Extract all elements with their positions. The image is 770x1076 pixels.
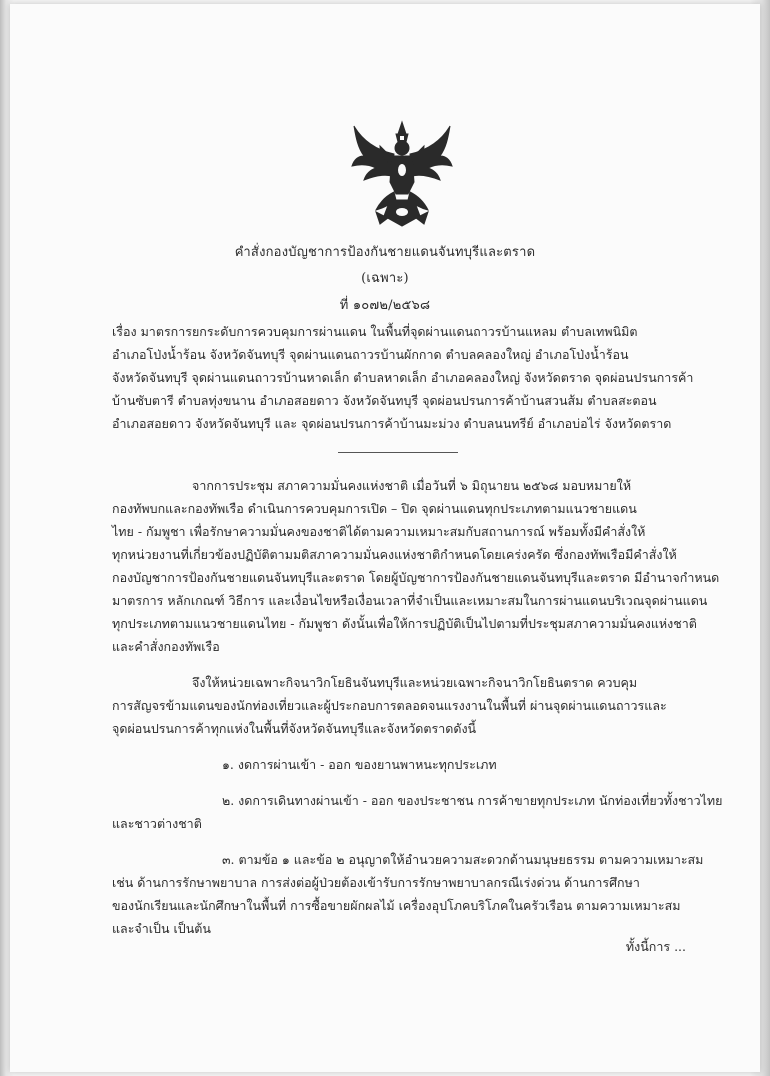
subject-line: อำเภอโป่งน้ำร้อน จังหวัดจันทบุรี จุดผ่านแดนถาวรบ้านผักกาด ตำบลคลองใหญ่ อำเภอโป่งน้ำร้อน [112,347,629,362]
paragraph-line: จากการประชุม สภาความมั่นคงแห่งชาติ เมื่อวันที่ ๖ มิถุนายน ๒๕๖๘ มอบหมายให้ [192,478,632,493]
list-item-2: ๒. งดการเดินทางผ่านเข้า - ออก ของประชาชน การค้าขายทุกประเภท นักท่องเที่ยวทั้งชาวไทย [222,793,723,808]
paragraph-gap [112,776,692,789]
paragraph-line: จึงให้หน่วยเฉพาะกิจนาวิกโยธินจันทบุรีและหน่วยเฉพาะกิจนาวิกโยธินตราด ควบคุม [192,675,638,690]
order-title: คำสั่งกองบัญชาการป้องกันชายแดนจันทบุรีและตราด [234,245,536,260]
paragraph-line: กองบัญชาการป้องกันชายแดนจันทบุรีและตราด โดยผู้บัญชาการป้องกันชายแดนจันทบุรีและตราด มีอำนาจกำหนด [112,570,720,585]
paragraph-line: ทุกหน่วยงานที่เกี่ยวข้องปฏิบัติตามมติสภาความมั่นคงแห่งชาติกำหนดโดยเคร่งครัด ซึ่งกองทัพเรือมีคำสั่งให้ [112,547,677,562]
list-item-1: ๑. งดการผ่านเข้า - ออก ของยานพาหนะทุกประเภท [222,757,497,772]
document-page [10,4,760,1072]
paragraph-gap [112,740,692,753]
order-body [112,474,723,940]
paragraph-line: จุดผ่อนปรนการค้าทุกแห่งในพื้นที่จังหวัดจันทบุรีและจังหวัดตราดดังนี้ [112,721,477,736]
subject-line: เรื่อง มาตรการยกระดับการควบคุมการผ่านแดน ในพื้นที่จุดผ่านแดนถาวรบ้านแหลม ตำบลเทพนิมิต [112,324,638,339]
list-item-2-cont: และชาวต่างชาติ [112,816,202,831]
paragraph-line: ทุกประเภทตามแนวชายแดนไทย - กัมพูชา ดังนั้นเพื่อให้การปฏิบัติเป็นไปตามที่ประชุมสภาความมั่นคงแห่งชาติ [112,616,697,631]
list-item-3: ๓. ตามข้อ ๑ และข้อ ๒ อนุญาตให้อำนวยความสะดวกด้านมนุษยธรรม ตามความเหมาะสม [222,852,704,867]
order-number: ที่ ๑๐๗๒/๒๕๖๘ [339,298,431,313]
paragraph-line: และคำสั่งกองทัพเรือ [112,639,220,654]
subject-line: บ้านซับตารี ตำบลทุ่งขนาน อำเภอสอยดาว จังหวัดจันทบุรี จุดผ่อนปรนการค้าบ้านสวนส้ม ตำบลสะตอน [112,393,657,408]
subject-block [112,320,702,435]
paragraph-line: ไทย - กัมพูชา เพื่อรักษาความมั่นคงของชาติได้ตามความเหมาะสมกับสถานการณ์ พร้อมทั้งมีคำสั่งให้ [112,524,646,539]
paragraph-line: กองทัพบกและกองทัพเรือ ดำเนินการควบคุมการเปิด – ปิด จุดผ่านแดนทุกประเภทตามแนวชายแดน [112,501,637,516]
paragraph-gap [112,835,692,848]
order-classification: (เฉพาะ) [361,271,409,286]
subject-line: อำเภอสอยดาว จังหวัดจันทบุรี และ จุดผ่อนปรนการค้าบ้านมะม่วง ตำบลนนทรีย์ อำเภอบ่อไร่ จังหวัดตราด [112,416,672,431]
section-divider [338,452,458,453]
subject-line: จังหวัดจันทบุรี จุดผ่านแดนถาวรบ้านหาดเล็ก ตำบลหาดเล็ก อำเภอคลองใหญ่ จังหวัดตราด จุดผ่อนปรนการค้า [112,370,694,385]
garuda-emblem-icon [346,120,458,232]
paragraph-line: การสัญจรข้ามแดนของนักท่องเที่ยวและผู้ประกอบการตลอดจนแรงงานในพื้นที่ ผ่านจุดผ่านแดนถาวรและ [112,698,667,713]
paragraph-gap [112,658,692,671]
list-item-3-cont: ของนักเรียนและนักศึกษาในพื้นที่ การซื้อขายผักผลไม้ เครื่องอุปโภคบริโภคในครัวเรือน ตามความเหมาะสม [112,898,681,913]
list-item-3-cont: เช่น ด้านการรักษาพยาบาล การส่งต่อผู้ป่วยต้องเข้ารับการรักษาพยาบาลกรณีเร่งด่วน ด้านการศึกษา [112,875,640,890]
list-item-3-cont: และจำเป็น เป็นต้น [112,921,211,936]
paragraph-line: มาตรการ หลักเกณฑ์ วิธีการ และเงื่อนไขหรือเงื่อนเวลาที่จำเป็นและเหมาะสมในการผ่านแดนบริเวณจุดผ่านแดน [112,593,708,608]
continuation-marker: ทั้งนี้การ ... [625,939,686,954]
